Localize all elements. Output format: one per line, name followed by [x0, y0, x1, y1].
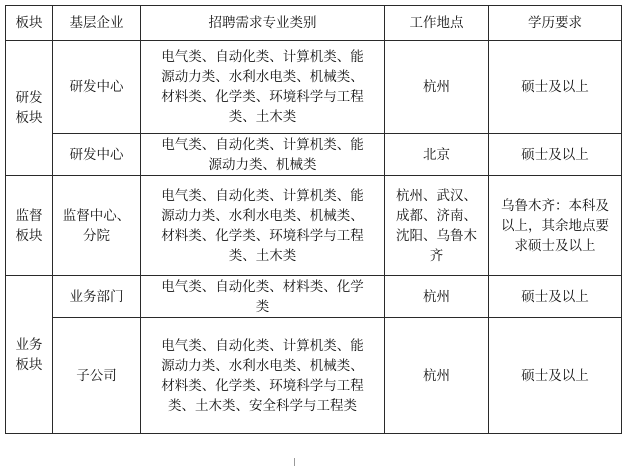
enterprise-cell: 研发中心 — [53, 134, 141, 176]
table-row — [6, 176, 622, 276]
education-cell: 硕士及以上 — [489, 318, 622, 434]
majors-cell: 电气类、自动化类、材料类、化学 类 — [141, 276, 385, 318]
page-edge-marker — [294, 458, 335, 466]
recruitment-table — [5, 5, 622, 434]
majors-cell: 电气类、自动化类、计算机类、能 源动力类、水利水电类、机械类、 材料类、化学类、环境科学与工程 类、土木类 — [141, 41, 385, 134]
education-cell: 硕士及以上 — [489, 41, 622, 134]
header-majors: 招聘需求专业类别 — [141, 6, 385, 41]
enterprise-cell: 子公司 — [53, 318, 141, 434]
enterprise-cell: 研发中心 — [53, 41, 141, 134]
table-row — [6, 318, 622, 434]
education-cell: 硕士及以上 — [489, 134, 622, 176]
header-location: 工作地点 — [385, 6, 489, 41]
enterprise-cell: 业务部门 — [53, 276, 141, 318]
table-row — [6, 276, 622, 318]
table-header-row — [6, 6, 622, 41]
location-cell: 杭州 — [385, 318, 489, 434]
majors-cell: 电气类、自动化类、计算机类、能 源动力类、水利水电类、机械类、 材料类、化学类、环境科学与工程 类、土木类、安全科学与工程类 — [141, 318, 385, 434]
location-cell: 杭州、武汉、 成都、济南、 沈阳、乌鲁木 齐 — [385, 176, 489, 276]
sector-cell: 研发 板块 — [6, 41, 53, 176]
location-cell: 北京 — [385, 134, 489, 176]
education-cell: 乌鲁木齐：本科及 以上，其余地点要 求硕士及以上 — [489, 176, 622, 276]
enterprise-cell: 监督中心、 分院 — [53, 176, 141, 276]
header-sector: 板块 — [6, 6, 53, 41]
majors-cell: 电气类、自动化类、计算机类、能 源动力类、机械类 — [141, 134, 385, 176]
location-cell: 杭州 — [385, 276, 489, 318]
header-enterprise: 基层企业 — [53, 6, 141, 41]
majors-cell: 电气类、自动化类、计算机类、能 源动力类、水利水电类、机械类、 材料类、化学类、环境科学与工程 类、土木类 — [141, 176, 385, 276]
sector-cell: 业务 板块 — [6, 276, 53, 434]
table-row — [6, 134, 622, 176]
table-row — [6, 41, 622, 134]
education-cell: 硕士及以上 — [489, 276, 622, 318]
header-education: 学历要求 — [489, 6, 622, 41]
sector-cell: 监督 板块 — [6, 176, 53, 276]
location-cell: 杭州 — [385, 41, 489, 134]
